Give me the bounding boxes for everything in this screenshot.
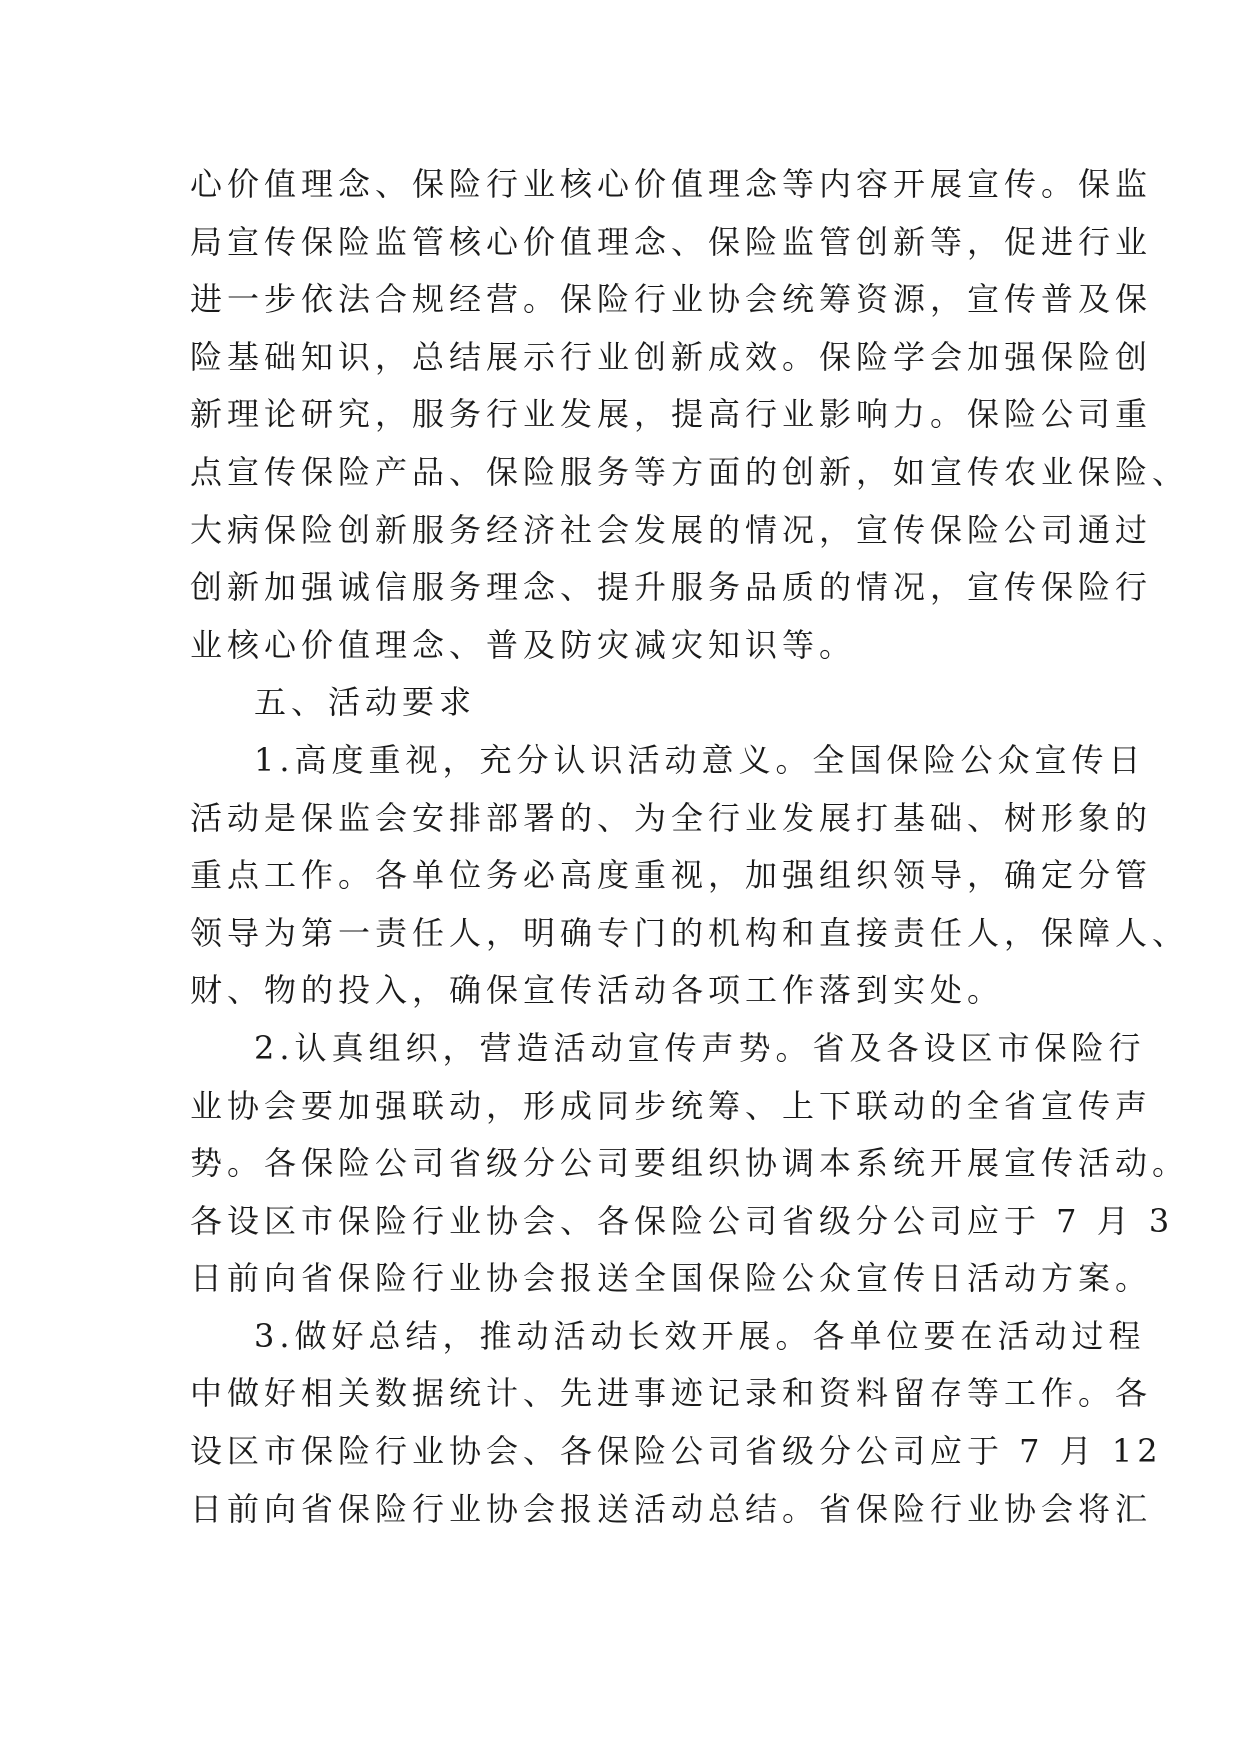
text-line: 2.认真组织，营造活动宣传声势。省及各设区市保险行 <box>254 1028 1146 1067</box>
text-line: 点宣传保险产品、保险服务等方面的创新，如宣传农业保险、 <box>190 452 1190 491</box>
text-line: 1.高度重视，充分认识活动意义。全国保险公众宣传日 <box>254 740 1146 779</box>
text-line: 业核心价值理念、普及防灾减灾知识等。 <box>190 625 857 664</box>
text-line: 新理论研究，服务行业发展，提高行业影响力。保险公司重 <box>190 395 1153 434</box>
text-line: 五、活动要求 <box>254 683 477 722</box>
text-line: 日前向省保险行业协会报送活动总结。省保险行业协会将汇 <box>190 1489 1153 1528</box>
text-line: 大病保险创新服务经济社会发展的情况，宣传保险公司通过 <box>190 510 1153 549</box>
text-line: 业协会要加强联动，形成同步统筹、上下联动的全省宣传声 <box>190 1086 1153 1125</box>
text-line: 领导为第一责任人，明确专门的机构和直接责任人，保障人、 <box>190 913 1190 952</box>
text-line: 财、物的投入，确保宣传活动各项工作落到实处。 <box>190 971 1005 1010</box>
text-line: 3.做好总结，推动活动长效开展。各单位要在活动过程 <box>254 1316 1146 1355</box>
text-line: 中做好相关数据统计、先进事迹记录和资料留存等工作。各 <box>190 1374 1153 1413</box>
text-line: 设区市保险行业协会、各保险公司省级分公司应于 7 月 12 <box>190 1432 1163 1471</box>
document-body-text <box>190 156 1190 1538</box>
text-line: 创新加强诚信服务理念、提升服务品质的情况，宣传保险行 <box>190 568 1153 607</box>
text-line: 局宣传保险监管核心价值理念、保险监管创新等，促进行业 <box>190 222 1153 261</box>
text-line: 各设区市保险行业协会、各保险公司省级分公司应于 7 月 3 <box>190 1201 1175 1240</box>
text-line: 重点工作。各单位务必高度重视，加强组织领导，确定分管 <box>190 856 1153 895</box>
text-line: 活动是保监会安排部署的、为全行业发展打基础、树形象的 <box>190 798 1153 837</box>
text-line: 势。各保险公司省级分公司要组织协调本系统开展宣传活动。 <box>190 1144 1190 1183</box>
text-line: 日前向省保险行业协会报送全国保险公众宣传日活动方案。 <box>190 1259 1153 1298</box>
text-line: 险基础知识，总结展示行业创新成效。保险学会加强保险创 <box>190 337 1153 376</box>
text-line: 心价值理念、保险行业核心价值理念等内容开展宣传。保监 <box>190 165 1153 203</box>
text-line: 进一步依法合规经营。保险行业协会统筹资源，宣传普及保 <box>190 280 1153 319</box>
